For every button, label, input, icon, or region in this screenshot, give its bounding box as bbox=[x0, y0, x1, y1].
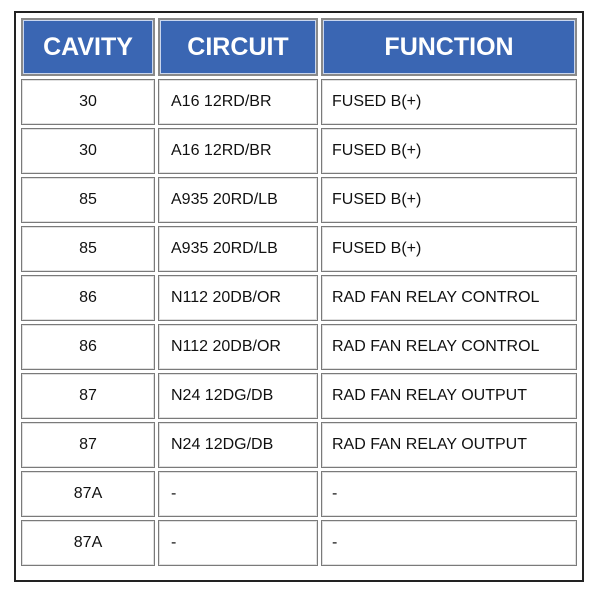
circuit-cell: - bbox=[158, 471, 318, 517]
circuit-cell: A16 12RD/BR bbox=[158, 128, 318, 174]
cavity-cell: 30 bbox=[21, 128, 155, 174]
circuit-cell: A935 20RD/LB bbox=[158, 177, 318, 223]
function-cell: - bbox=[321, 471, 577, 517]
table-row bbox=[21, 471, 577, 517]
cavity-cell: 87A bbox=[21, 520, 155, 566]
function-cell: RAD FAN RELAY OUTPUT bbox=[321, 422, 577, 468]
table-row bbox=[21, 373, 577, 419]
table-row bbox=[21, 226, 577, 272]
connector-pinout-table bbox=[18, 15, 580, 569]
function-cell: RAD FAN RELAY CONTROL bbox=[321, 275, 577, 321]
table-row bbox=[21, 128, 577, 174]
cavity-cell: 86 bbox=[21, 324, 155, 370]
function-cell: FUSED B(+) bbox=[321, 226, 577, 272]
circuit-cell: N112 20DB/OR bbox=[158, 275, 318, 321]
connector-table-frame bbox=[14, 11, 584, 582]
cavity-cell: 85 bbox=[21, 177, 155, 223]
header-circuit: CIRCUIT bbox=[158, 18, 318, 76]
table-row bbox=[21, 177, 577, 223]
table-row bbox=[21, 79, 577, 125]
cavity-cell: 30 bbox=[21, 79, 155, 125]
header-row bbox=[21, 18, 577, 76]
circuit-cell: A16 12RD/BR bbox=[158, 79, 318, 125]
function-cell: RAD FAN RELAY CONTROL bbox=[321, 324, 577, 370]
function-cell: FUSED B(+) bbox=[321, 79, 577, 125]
table-row bbox=[21, 324, 577, 370]
circuit-cell: N24 12DG/DB bbox=[158, 422, 318, 468]
table-row bbox=[21, 520, 577, 566]
cavity-cell: 87A bbox=[21, 471, 155, 517]
table-row bbox=[21, 275, 577, 321]
circuit-cell: A935 20RD/LB bbox=[158, 226, 318, 272]
cavity-cell: 87 bbox=[21, 422, 155, 468]
cavity-cell: 86 bbox=[21, 275, 155, 321]
table-row bbox=[21, 422, 577, 468]
cavity-cell: 85 bbox=[21, 226, 155, 272]
function-cell: RAD FAN RELAY OUTPUT bbox=[321, 373, 577, 419]
circuit-cell: N112 20DB/OR bbox=[158, 324, 318, 370]
function-cell: FUSED B(+) bbox=[321, 128, 577, 174]
function-cell: - bbox=[321, 520, 577, 566]
cavity-cell: 87 bbox=[21, 373, 155, 419]
function-cell: FUSED B(+) bbox=[321, 177, 577, 223]
circuit-cell: N24 12DG/DB bbox=[158, 373, 318, 419]
header-function: FUNCTION bbox=[321, 18, 577, 76]
header-cavity: CAVITY bbox=[21, 18, 155, 76]
circuit-cell: - bbox=[158, 520, 318, 566]
